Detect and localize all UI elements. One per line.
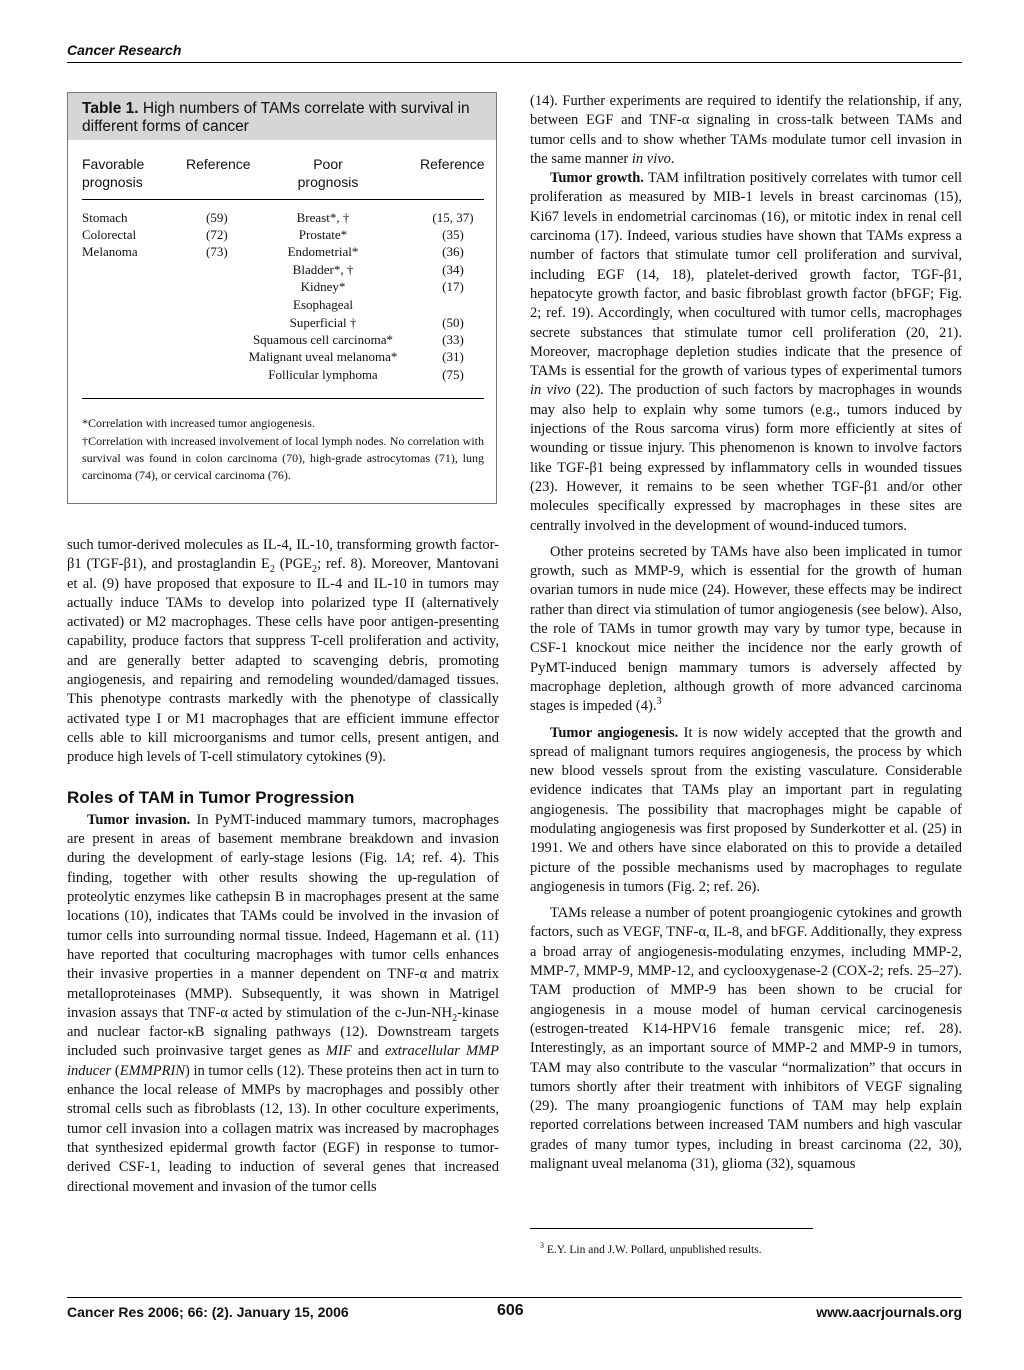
table-cell: (59) <box>206 210 228 225</box>
table-rule-top <box>82 199 484 200</box>
footer-url: www.aacrjournals.org <box>816 1304 962 1320</box>
left-column <box>67 536 499 1197</box>
table-cell: (15, 37) <box>432 210 474 225</box>
page-number: 606 <box>497 1302 524 1319</box>
col-header-poor: Poor prognosis <box>297 156 359 190</box>
paragraph-lead: Tumor growth. <box>550 170 644 187</box>
footer-rule <box>67 1297 962 1298</box>
paragraph: (14). Further experiments are required to identify the relationship, if any, between EGF and TNF-α signaling in cross-talk between TAMs and tumor cells and to show whether TAMs modulate tumor cell invasion in the same manner in vivo. <box>530 93 962 167</box>
right-column <box>530 92 962 1174</box>
journal-header: Cancer Research <box>67 42 182 58</box>
table-cell: (35) <box>442 227 464 242</box>
table-1 <box>67 92 497 504</box>
table-cell: (34) <box>442 262 464 277</box>
table-cell: Prostate* <box>298 227 348 242</box>
table-cell: (50) <box>442 315 464 330</box>
table-cell: Malignant uveal melanoma* <box>248 349 398 364</box>
table-cell: (33) <box>442 332 464 347</box>
table-cell: Superficial † <box>289 315 357 330</box>
table-caption-text: High numbers of TAMs correlate with survival in different forms of cancer <box>82 100 470 135</box>
col-header-favorable: Favorable prognosis <box>82 156 145 190</box>
table-cell: (75) <box>442 367 464 382</box>
table-cell: (72) <box>206 227 228 242</box>
table-cell: Squamous cell carcinoma* <box>252 332 394 347</box>
table-label: Table 1. <box>82 100 139 117</box>
table-cell: (31) <box>442 349 464 364</box>
paragraph: Other proteins secreted by TAMs have also been implicated in tumor growth, such as MMP-9, which is essential for the growth of human ovarian tumors in nude mice (24). However, these effects may be indirect rather than direct via stimulation of tumor angiogenesis (see below). Also, the role of TAMs in tumor growth may vary by tumor type, because in CSF-1 knockout mice neither the incidence nor the early growth of PyMT-induced benign mammary tumors is adversely affected by macrophage depletion, although growth of more advanced carcinoma stages is impeded (4).$^3$ <box>530 543 962 715</box>
table-cell: Follicular lymphoma <box>268 367 378 382</box>
paragraph: such tumor-derived molecules as IL-4, IL-10, transforming growth factor-β1 (TGF-β1), and prostaglandin $E_2$ ($PGE_2$; ref. 8). Moreover, Mantovani et al. (9) have proposed that exposure to IL-4 and IL-10 in tumors may actually induce TAMs to develop into polarized type II (alternatively activated) or M2 macrophages. These cells have poor antigen-presenting capability, produce factors that suppress T-cell proliferation and activity, and are generally better adapted to scavenging debris, promoting angiogenesis, and repairing and remodeling wounded/damaged tissues. This phenotype contrasts markedly with the phenotype of classically activated type I or M1 macrophages that are efficient immune effector cells able to kill microorganisms and tumor cells, present antigen, and produce high levels of T-cell stimulatory cytokines (9). <box>67 537 499 766</box>
table-cell: Colorectal <box>82 227 137 242</box>
table-footnote-1: *Correlation with increased tumor angiogenesis. <box>82 416 315 430</box>
paragraph: TAMs release a number of potent proangiogenic cytokines and growth factors, such as VEGF, TNF-α, IL-8, and bFGF. Additionally, they express a broad array of angiogenesis-modulating enzymes, including MMP-2, MMP-7, MMP-9, MMP-12, and cyclooxygenase-2 (COX-2; refs. 25–27). TAM production of MMP-9 has been shown to be crucial for angiogenesis in a mouse model of human cervical carcinogenesis (estrogen-treated K14-HPV16 female transgenic mice; ref. 28). Interestingly, as an important source of MMP-2 and MMP-9 in tumors, TAM may also contribute to the vascular “normalization” that occurs in tumors shortly after their treatment with inhibitors of VEGF signaling (29). The many proangiogenic functions of TAM may help explain reported correlations between increased TAM numbers and high vascular grades of many tumor types, including in breast carcinoma (22, 30), malignant uveal melanoma (31), glioma (32), squamous <box>530 905 962 1173</box>
paragraph-tumor-angiogenesis: Tumor angiogenesis. It is now widely accepted that the growth and spread of malignant tumors requires angiogenesis, the process by which new blood vessels sprout from the existing vasculature. Considerable evidence indicates that TAMs play an important part in regulating angiogenesis. The possibility that macrophages might be capable of modulating angiogenesis was first proposed by Sunderkotter et al. (25) in 1991. We and others have since elaborated on this to provide a detailed picture of the possible mechanisms used by macrophages to regulate angiogenesis in tumors (Fig. 2; ref. 26). <box>530 724 962 895</box>
footer-citation: Cancer Res 2006; 66: (2). January 15, 2006 <box>67 1304 349 1320</box>
table-cell: Stomach <box>82 210 128 225</box>
table-footnote-2: †Correlation with increased involvement of local lymph nodes. No correlation with survival was found in colon carcinoma (70), high-grade astrocytomas (71), lung carcinoma (74), or cervical carcinoma (76). <box>82 434 484 482</box>
col-header-reference-b: Reference <box>420 156 485 172</box>
footnote: $^3$ E.Y. Lin and J.W. Pollard, unpublished results. <box>540 1241 762 1256</box>
table-cell: (73) <box>206 244 228 259</box>
table-cell: Melanoma <box>82 244 138 259</box>
footnote-rule <box>530 1228 813 1229</box>
col-header-reference-a: Reference <box>186 156 251 172</box>
paragraph-lead: Tumor angiogenesis. <box>550 724 679 741</box>
table-cell: Endometrial* <box>287 244 359 259</box>
header-rule <box>67 62 962 63</box>
paragraph-tumor-growth: Tumor growth. TAM infiltration positively correlates with tumor cell proliferation as measured by MIB-1 levels in breast carcinomas (15), Ki67 levels in endometrial carcinomas (16), or mitotic index in renal cell carcinoma (17). Indeed, various studies have shown that TAMs express a number of factors that stimulate tumor cell proliferation and survival, including EGF (14, 18), platelet-derived growth factor, TGF-β1, hepatocyte growth factor, and basic fibroblast growth factor (bFGF; Fig. 2; ref. 19). Accordingly, when cocultured with tumor cells, macrophages secrete substances that stimulate tumor cell proliferation (20, 21). Moreover, macrophage depletion studies indicate that the presence of TAMs is essential for the growth of various types of experimental tumors in vivo (22). The production of such factors by macrophages in wounds may also help to explain why some tumors (e.g., tumors induced by injections of the Rous sarcoma virus) form more efficiently at sites of wounding or tissue injury. This phenomenon is known to involve factors like TGF-β1 being expressed by inflammatory cells in wounded tissues (23). However, it remains to be seen whether TGF-β1 and/or other molecules specifically expressed by macrophages in these sites are centrally involved in the development of wound-induced tumors. <box>530 170 962 534</box>
table-rule-bottom <box>82 398 484 399</box>
table-cell: Bladder*, † <box>292 262 354 277</box>
table-cell: (36) <box>442 244 464 259</box>
table-cell: Kidney* <box>300 279 346 294</box>
paragraph-tumor-invasion: Tumor invasion. In PyMT-induced mammary tumors, macrophages are present in areas of basement membrane breakdown and invasion during the development of early-stage lesions (Fig. 1A; ref. 4). This finding, together with other results showing the up-regulation of proteolytic enzymes like cathepsin B in macrophages present at the same locations (10), indicates that TAMs could be involved in the invasion of tumor cells into surrounding normal tissue. Indeed, Hagemann et al. (11) have reported that coculturing macrophages with tumor cells enhances their invasive properties in a manner dependent on TNF-α and matrix metalloproteinases (MMP). Subsequently, it was shown in Matrigel invasion assays that TNF-α acted by stimulation of the $c-Jun-NH_2$-kinase and nuclear factor-κB signaling pathways (12). Downstream targets included such proinvasive target genes as MIF and extracellular MMP inducer (EMMPRIN) in tumor cells (12). These proteins then act in turn to enhance the local release of MMPs by macrophages and possibly other stromal cells such as fibroblasts (12, 13). In other coculture experiments, tumor cell invasion into a collagen matrix was increased by macrophages that synthesized epidermal growth factor (EGF) in response to tumor-derived CSF-1, leading to induction of several genes that increased directional movement and invasion of the tumor cells <box>67 811 500 1195</box>
paragraph-lead: Tumor invasion. <box>87 811 191 828</box>
table-cell: (17) <box>442 279 464 294</box>
table-caption <box>68 93 496 140</box>
table-cell: Breast*, † <box>296 210 350 225</box>
section-heading: Roles of TAM in Tumor Progression <box>67 787 355 807</box>
table-cell: Esophageal <box>293 297 353 312</box>
